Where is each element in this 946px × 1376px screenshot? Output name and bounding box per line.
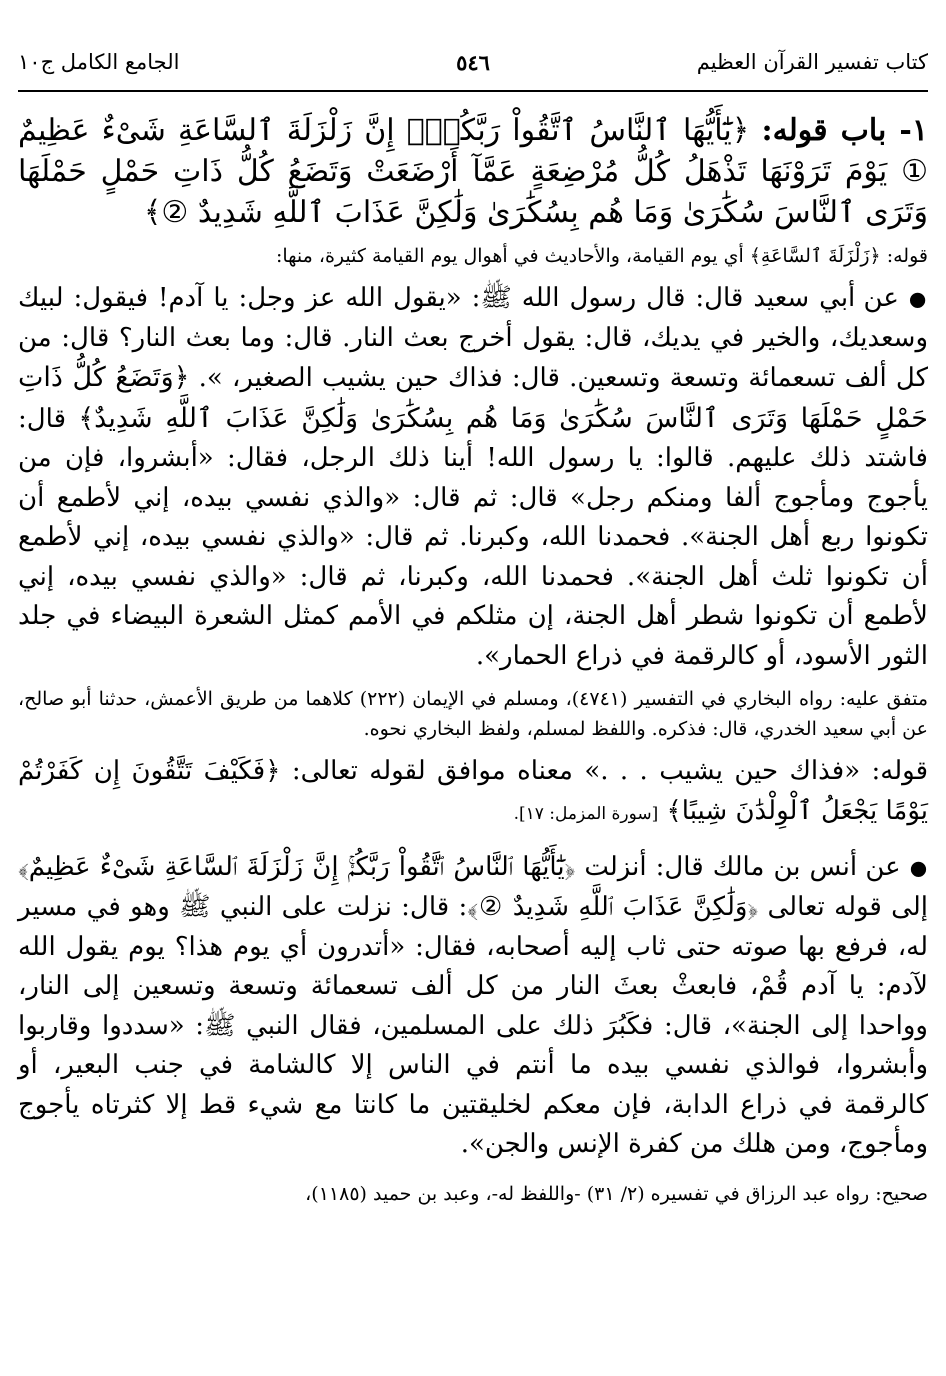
verse-quote: ﴿وَتَضَعُ كُلُّ ذَاتِ حَمْلٍ حَمْلَهَا وَتَرَى ٱلنَّاسَ سُكَٰرَىٰ وَمَا هُم بِسُكَٰرَىٰ وَلَٰكِنَّ عَذَابَ ٱللَّهِ شَدِيدٌ﴾	[18, 362, 928, 434]
page-number: ٥٤٦	[456, 50, 490, 75]
page-header	[18, 40, 928, 86]
document-page	[18, 40, 928, 1209]
chapter-heading	[18, 110, 928, 233]
takhrij-2: صحيح: رواه عبد الرزاق في تفسيره (٢/ ٣١) -واللفظ له-، وعبد بن حميد (١١٨٥)،	[305, 1182, 928, 1205]
commentary-text: قوله: «فذاك حين يشيب . . .» معناه موافق لقوله تعالى: ﴿فَكَيْفَ تَتَّقُونَ إِن كَفَرْتُمْ يَوْمًا يَجْعَلُ ٱلْوِلْدَٰنَ شِيبًا﴾	[18, 756, 928, 826]
header-divider	[18, 90, 928, 92]
bullet-icon: ●	[909, 855, 929, 880]
intro-note: قوله: ﴿زَلْزَلَةَ ٱلسَّاعَةِ﴾ أي يوم القيامة، والأحاديث في أهوال يوم القيامة كثيرة، منها:	[275, 245, 928, 267]
commentary-source: [سورة المزمل: ١٧].	[513, 803, 659, 824]
hadith-1	[18, 279, 928, 676]
hadith-2	[18, 848, 928, 1164]
hadith-1-text: عن أبي سعيد قال: قال رسول الله ﷺ: «يقول الله عز وجل: يا آدم! فيقول: لبيك وسعديك، والخير في يديك، قال: يقول أخرج بعث النار. قال: وما بعث النار؟ قال: من كل ألف تسعمائة وتسعة وتسعين. قال: فذاك حين يشيب الصغير، ».	[18, 283, 928, 394]
book-title: كتاب تفسير القرآن العظيم	[696, 50, 928, 74]
bab-label: ١- باب قوله:	[761, 113, 928, 148]
hadith-2-text: عن أنس بن مالك قال: أنزلت ﴿يَٰٓأَيُّهَا ٱلنَّاسُ ٱتَّقُواْ رَبَّكُمْۚ إِنَّ زَلْزَلَةَ ٱلسَّاعَةِ شَىْءٌ عَظِيمٌ﴾ إلى قوله تعالى ﴿وَلَٰكِنَّ عَذَابَ ٱللَّهِ شَدِيدٌ ②﴾: قال: نزلت على النبي ﷺ وهو في مسير له، فرفع بها صوته حتى ثاب إليه أصحابه، فقال: «أتدرون أي يوم هذا؟ يوم يقول الله لآدم: يا آدم قُمْ، فابعثْ بعثَ النار من كل ألف تسعمائة وتسعة وتسعين إلى النار، وواحدا إلى الجنة»، قال: فكَبُرَ ذلك على المسلمين، فقال النبي ﷺ: «سددوا وقاربوا وأبشروا، فوالذي نفسي بيده ما أنتم في الناس إلا كالشامة في جنب البعير، أو كالرقمة في ذراع الدابة، فإن معكم لخليقتين ما كانتا مع شيء قط إلا كثرتاه يأجوج ومأجوج، ومن هلك من كفرة الإنس والجن».	[18, 852, 928, 1159]
hadith-1-continuation: قال: فاشتد ذلك عليهم. قالوا: يا رسول الله! أينا ذلك الرجل، فقال: «أبشروا، فإن من يأجوج ومأجوج ألفا ومنكم رجل» قال: ثم قال: «والذي نفسي بيده، إني لأطمع أن تكونوا ربع أهل الجنة». فحمدنا الله، وكبرنا. ثم قال: «والذي نفسي بيده، إني لأطمع أن تكونوا ثلث أهل الجنة». فحمدنا الله، وكبرنا، ثم قال: «والذي نفسي بيده، إني لأطمع أن تكونوا شطر أهل الجنة، إن مثلكم في الأمم كمثل الشعرة البيضاء في جلد الثور الأسود، أو كالرقمة في ذراع الحمار».	[18, 403, 929, 671]
volume-title: الجامع الكامل ج١٠	[18, 50, 180, 74]
takhrij-1: متفق عليه: رواه البخاري في التفسير (٤٧٤١)، ومسلم في الإيمان (٢٢٢) كلاهما من طريق الأعمش، حدثنا أبو صالح، عن أبي سعيد الخدري، قال: فذكره. واللفظ لمسلم، ولفظ البخاري نحوه.	[18, 688, 928, 741]
chapter-verses: ﴿يَٰٓأَيُّهَا ٱلنَّاسُ ٱتَّقُواْ رَبَّكُمْۚ إِنَّ زَلْزَلَةَ ٱلسَّاعَةِ شَىْءٌ عَظِيمٌ ① يَوْمَ تَرَوْنَهَا تَذْهَلُ كُلُّ مُرْضِعَةٍ عَمَّآ أَرْضَعَتْ وَتَضَعُ كُلُّ ذَاتِ حَمْلٍ حَمْلَهَا وَتَرَى ٱلنَّاسَ سُكَٰرَىٰ وَمَا هُم بِسُكَٰرَىٰ وَلَٰكِنَّ عَذَابَ ٱللَّهِ شَدِيدٌ ②﴾	[18, 113, 928, 230]
commentary	[18, 752, 928, 834]
bullet-icon: ●	[908, 286, 928, 311]
